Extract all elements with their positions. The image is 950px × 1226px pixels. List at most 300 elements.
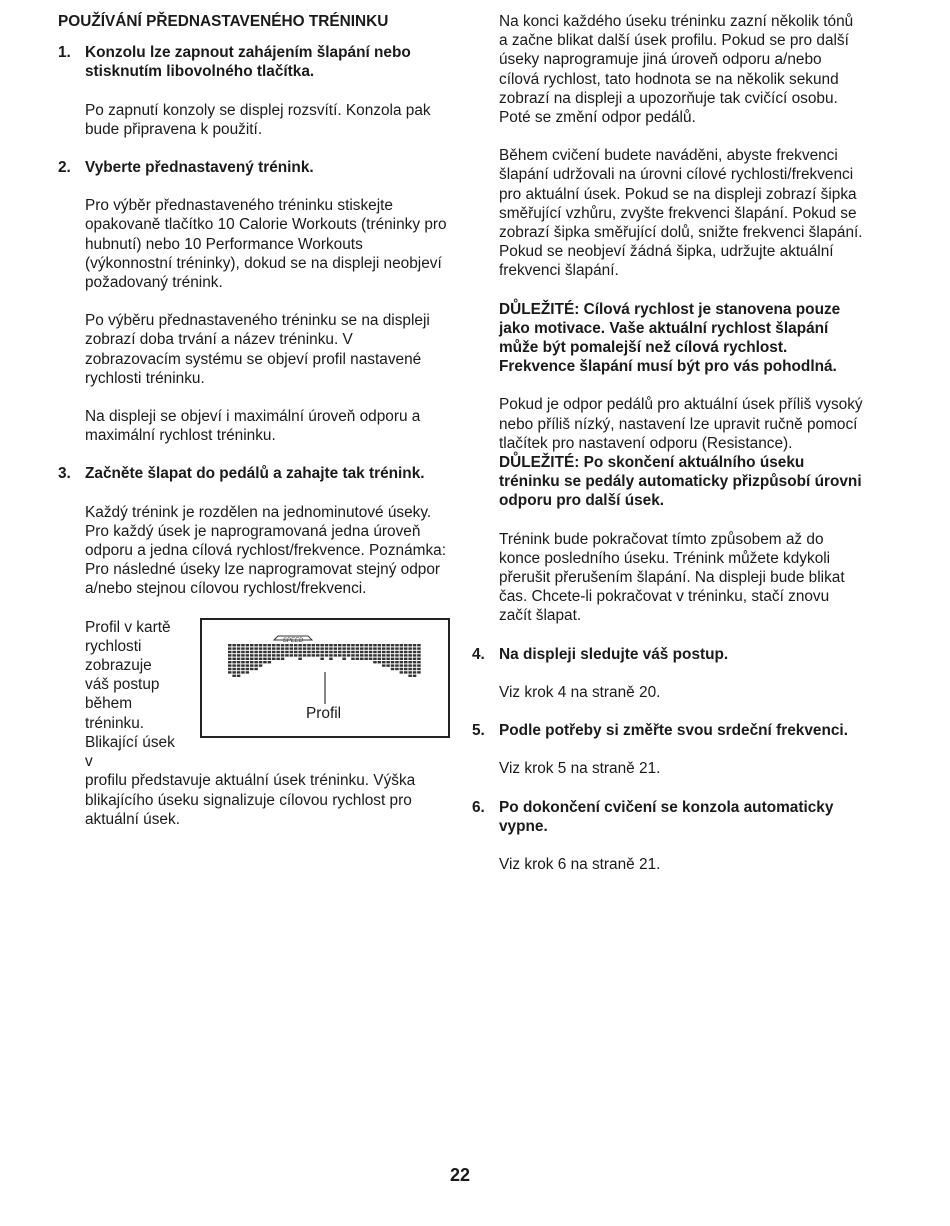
profile-segment: [263, 644, 267, 646]
profile-segment: [232, 650, 236, 652]
profile-segment: [364, 650, 368, 652]
important-note-1: DŮLEŽITÉ: Cílová rychlost je stanovena pouze jako motivace. Vaše aktuální rychlost šlapání může být pomalejší než cílová rychlost. Frekvence šlapání musí být pro vás pohodlná.: [499, 300, 841, 376]
profile-segment: [417, 664, 421, 666]
profile-segment: [386, 647, 390, 649]
profile-segment: [254, 661, 258, 663]
profile-segment: [400, 654, 404, 656]
profile-segment: [369, 654, 373, 656]
profile-segment: [237, 644, 241, 646]
profile-segment: [232, 674, 236, 676]
profile-segment: [408, 650, 412, 652]
profile-segment: [408, 671, 412, 673]
profile-segment: [237, 654, 241, 656]
profile-segment: [400, 657, 404, 659]
profile-segment: [386, 661, 390, 663]
profile-segment: [254, 644, 258, 646]
profile-segment: [259, 644, 263, 646]
speed-profile-figure-block: [85, 618, 450, 829]
profile-segment: [382, 654, 386, 656]
profile-segment: [232, 647, 236, 649]
profile-segment: [294, 644, 298, 646]
profile-segment: [404, 657, 408, 659]
profile-segment: [276, 657, 280, 659]
profile-segment: [413, 667, 417, 669]
profile-segment: [342, 657, 346, 659]
step-title: Začněte šlapat do pedálů a zahajte tak trénink.: [85, 465, 425, 483]
profile-segment: [290, 654, 294, 656]
profile-segment: [404, 667, 408, 669]
profile-segment: [400, 647, 404, 649]
profile-segment: [272, 647, 276, 649]
profile-segment: [298, 654, 302, 656]
profile-segment: [312, 644, 316, 646]
profile-segment: [417, 657, 421, 659]
step-number: 2.: [58, 159, 71, 177]
profile-segment: [237, 661, 241, 663]
profile-segment: [281, 647, 285, 649]
profile-segment: [228, 661, 232, 663]
speed-profile-figure: [200, 618, 450, 738]
step-6: [472, 798, 864, 836]
profile-segment: [237, 647, 241, 649]
profile-segment: [413, 657, 417, 659]
profile-segment: [417, 654, 421, 656]
profile-segment: [386, 664, 390, 666]
page-number: 22: [449, 1165, 471, 1185]
profile-segment: [382, 657, 386, 659]
profile-segment: [373, 654, 377, 656]
profile-segment: [386, 657, 390, 659]
step-number: 6.: [472, 798, 485, 816]
profile-segment: [329, 647, 333, 649]
profile-segment: [408, 644, 412, 646]
profile-segment: [408, 664, 412, 666]
profile-segment: [316, 654, 320, 656]
profile-segment: [228, 667, 232, 669]
profile-segment: [391, 650, 395, 652]
profile-segment: [347, 647, 351, 649]
profile-segment: [395, 654, 399, 656]
profile-segment: [246, 650, 250, 652]
profile-segment: [417, 650, 421, 652]
profile-segment: [232, 657, 236, 659]
profile-segment: [408, 674, 412, 676]
profile-segment: [369, 644, 373, 646]
step-title: Konzolu lze zapnout zahájením šlapání nebo stisknutím libovolného tlačítka.: [85, 44, 411, 81]
profile-segment: [290, 644, 294, 646]
profile-segment: [232, 654, 236, 656]
profile-segment: [373, 647, 377, 649]
profile-segment: [246, 657, 250, 659]
profile-segment: [356, 644, 360, 646]
step-title: Po dokončení cvičení se konzola automaticky vypne.: [499, 798, 834, 835]
profile-segment: [329, 650, 333, 652]
step-title: Vyberte přednastavený trénink.: [85, 159, 314, 177]
profile-segment: [356, 647, 360, 649]
profile-segment: [259, 647, 263, 649]
profile-segment: [400, 661, 404, 663]
profile-segment: [237, 650, 241, 652]
profile-segment: [268, 661, 272, 663]
profile-segment: [228, 650, 232, 652]
profile-segment: [250, 647, 254, 649]
profile-segment: [364, 657, 368, 659]
profile-segment: [285, 650, 289, 652]
profile-segment: [276, 650, 280, 652]
profile-segment: [254, 667, 258, 669]
right-column: [472, 12, 864, 893]
resistance-text: Pokud je odpor pedálů pro aktuální úsek příliš vysoký nebo příliš nízký, nastavení lze upravit ručně pomocí tlačítek pro nastavení odporu (Resistance).: [499, 396, 863, 452]
profile-segment: [360, 657, 364, 659]
step-2-text-2: Po výběru přednastaveného tréninku se na displeji zobrazí doba trvání a název tréninku. V zobrazovacím systému se objeví profil nastavené rychlosti tréninku.: [85, 312, 430, 387]
profile-segment: [294, 654, 298, 656]
profile-segment: [228, 671, 232, 673]
profile-segment: [356, 650, 360, 652]
profile-segment: [382, 650, 386, 652]
profile-segment: [268, 650, 272, 652]
step-title: Podle potřeby si změřte svou srdeční frekvenci.: [499, 722, 848, 740]
profile-segment: [241, 667, 245, 669]
profile-segment: [391, 647, 395, 649]
profile-segment: [259, 654, 263, 656]
important-note-2: DŮLEŽITÉ: Po skončení aktuálního úseku tréninku se pedály automaticky přizpůsobí úrovni odporu pro další úsek.: [499, 454, 862, 510]
profile-segment: [303, 654, 307, 656]
profile-segment: [408, 661, 412, 663]
profile-segment: [312, 647, 316, 649]
profile-segment: [268, 647, 272, 649]
profile-segment: [259, 657, 263, 659]
profile-segment: [338, 644, 342, 646]
profile-segment: [360, 647, 364, 649]
profile-segment: [360, 654, 364, 656]
profile-segment: [246, 654, 250, 656]
profile-segment: [347, 644, 351, 646]
profile-segment: [369, 657, 373, 659]
profile-segment: [316, 647, 320, 649]
step-3: [58, 464, 450, 483]
profile-segment: [413, 644, 417, 646]
profile-label: Profil: [306, 704, 342, 722]
profile-segment: [259, 650, 263, 652]
profile-segment: [386, 654, 390, 656]
profile-segment: [246, 664, 250, 666]
profile-segment: [237, 657, 241, 659]
profile-segment: [303, 644, 307, 646]
step-4-text: Viz krok 4 na straně 20.: [499, 683, 661, 701]
profile-segment: [290, 647, 294, 649]
profile-segment: [395, 644, 399, 646]
profile-segment: [382, 661, 386, 663]
profile-segment: [391, 657, 395, 659]
profile-segment: [254, 664, 258, 666]
profile-segment: [237, 664, 241, 666]
profile-segment: [232, 667, 236, 669]
profile-segment: [320, 654, 324, 656]
profile-segment: [272, 644, 276, 646]
profile-segment: [241, 644, 245, 646]
profile-segment: [404, 647, 408, 649]
profile-segment: [241, 671, 245, 673]
profile-segment: [303, 647, 307, 649]
profile-segment: [342, 647, 346, 649]
profile-segment: [272, 657, 276, 659]
step-6-text: Viz krok 6 na straně 21.: [499, 855, 661, 873]
step-number: 3.: [58, 465, 71, 483]
profile-segment: [241, 657, 245, 659]
profile-segment: [347, 654, 351, 656]
profile-segment: [395, 647, 399, 649]
profile-segment: [413, 661, 417, 663]
profile-segment: [250, 654, 254, 656]
profile-segment: [408, 654, 412, 656]
profile-segment: [351, 657, 355, 659]
profile-segment: [408, 657, 412, 659]
profile-segment: [408, 647, 412, 649]
profile-segment: [413, 674, 417, 676]
profile-segment: [356, 657, 360, 659]
profile-segment: [404, 654, 408, 656]
profile-segment: [325, 644, 329, 646]
profile-segment: [303, 650, 307, 652]
profile-segment: [378, 654, 382, 656]
profile-segment: [404, 650, 408, 652]
profile-segment: [320, 644, 324, 646]
profile-segment: [254, 650, 258, 652]
profile-segment: [320, 657, 324, 659]
profile-segment: [237, 667, 241, 669]
profile-segment: [329, 657, 333, 659]
profile-segment: [250, 657, 254, 659]
profile-segment: [413, 654, 417, 656]
profile-segment: [351, 654, 355, 656]
profile-segment: [232, 644, 236, 646]
profile-segment: [307, 650, 311, 652]
profile-segment: [373, 661, 377, 663]
speed-badge: SPEED: [282, 637, 304, 644]
profile-segment: [378, 650, 382, 652]
profile-segment: [228, 647, 232, 649]
profile-segment: [263, 661, 267, 663]
profile-segment: [400, 644, 404, 646]
profile-segment: [246, 661, 250, 663]
profile-segment: [417, 667, 421, 669]
profile-segment: [400, 650, 404, 652]
profile-segment: [382, 664, 386, 666]
profile-segment: [272, 654, 276, 656]
profile-segment: [320, 650, 324, 652]
right-text-2: Během cvičení budete naváděni, abyste frekvenci šlapání udržovali na úrovni cílové rychlosti/frekvenci pro aktuální úsek. Pokud se na displeji zobrazí šipka směřující vzhůru, zvyšte frekvenci šlapání. Pokud se zobrazí šipka směřující dolů, snižte frekvenci šlapání. Pokud se neobjeví žádná šipka, udržujte aktuální frekvenci šlapání.: [499, 147, 863, 280]
profile-segment: [285, 644, 289, 646]
profile-segment: [228, 654, 232, 656]
profile-segment: [268, 657, 272, 659]
profile-segment: [395, 650, 399, 652]
profile-segment: [391, 667, 395, 669]
profile-segment: [228, 664, 232, 666]
profile-segment: [351, 647, 355, 649]
profile-segment: [342, 650, 346, 652]
profile-segment: [228, 644, 232, 646]
profile-segment: [276, 654, 280, 656]
profile-segment: [378, 661, 382, 663]
profile-segment: [369, 647, 373, 649]
profile-segment: [246, 644, 250, 646]
profile-segment: [404, 661, 408, 663]
profile-segment: [281, 650, 285, 652]
right-text-4: [499, 395, 864, 510]
step-2-text-1: Pro výběr přednastaveného tréninku stiskejte opakovaně tlačítko 10 Calorie Workouts (tréninky pro hubnutí) nebo 10 Performance Workouts (výkonnostní tréninky), dokud se na displeji neobjeví požadovaný trénink.: [85, 197, 447, 292]
step-3-text-1: Každý trénink je rozdělen na jednominutové úseky. Pro každý úsek je naprogramovaná jedna úroveň odporu a jedna cílová rychlost/frekvence. Poznámka: Pro následné úseky lze naprogramovat stejný odpor a/nebo stejnou cílovou rychlost/frekvenci.: [85, 503, 447, 598]
profile-segment: [391, 644, 395, 646]
step-1-text: Po zapnutí konzoly se displej rozsvítí. Konzola pak bude připravena k použití.: [85, 101, 431, 138]
profile-segment: [316, 650, 320, 652]
profile-segment: [241, 650, 245, 652]
step-number: 4.: [472, 645, 485, 663]
profile-segment: [395, 664, 399, 666]
profile-segment: [395, 667, 399, 669]
profile-segment: [250, 667, 254, 669]
profile-segment: [378, 657, 382, 659]
profile-segment: [417, 671, 421, 673]
profile-segment: [400, 667, 404, 669]
profile-segment: [417, 661, 421, 663]
step-number: 1.: [58, 44, 71, 62]
profile-segment: [316, 644, 320, 646]
profile-segment: [285, 654, 289, 656]
profile-segment: [246, 671, 250, 673]
profile-segment: [364, 647, 368, 649]
profile-segment: [386, 644, 390, 646]
profile-segment: [272, 650, 276, 652]
profile-segment: [307, 644, 311, 646]
profile-segment: [395, 657, 399, 659]
profile-segment: [386, 650, 390, 652]
profile-segment: [334, 647, 338, 649]
profile-segment: [338, 654, 342, 656]
profile-segment: [298, 657, 302, 659]
step-2: [58, 158, 450, 177]
profile-segment: [413, 647, 417, 649]
profile-segment: [391, 661, 395, 663]
profile-segment: [382, 644, 386, 646]
profile-segment: [404, 664, 408, 666]
profile-segment: [281, 644, 285, 646]
profile-segment: [404, 644, 408, 646]
profile-segment: [360, 644, 364, 646]
profile-segment: [250, 644, 254, 646]
profile-segment: [312, 650, 316, 652]
profile-segment: [241, 654, 245, 656]
section-heading: POUŽÍVÁNÍ PŘEDNASTAVENÉHO TRÉNINKU: [58, 13, 389, 30]
profile-segment: [268, 654, 272, 656]
profile-segment: [241, 661, 245, 663]
profile-segment: [334, 650, 338, 652]
profile-segment: [334, 644, 338, 646]
profile-segment: [356, 654, 360, 656]
profile-segment: [254, 657, 258, 659]
profile-segment: [281, 657, 285, 659]
step-5-text: Viz krok 5 na straně 21.: [499, 760, 661, 778]
profile-segment: [373, 657, 377, 659]
profile-segment: [408, 667, 412, 669]
profile-segment: [263, 650, 267, 652]
profile-segment: [347, 650, 351, 652]
profile-segment: [329, 644, 333, 646]
profile-segment: [228, 657, 232, 659]
profile-segment: [263, 647, 267, 649]
profile-segment: [373, 650, 377, 652]
profile-segment: [285, 647, 289, 649]
right-text-1: Na konci každého úseku tréninku zazní několik tónů a začne blikat další úsek profilu. Pokud se pro další úseky naprogramuje jiná úroveň odporu a/nebo cílová rychlost, tato hodnota se na několik sekund zobrazí na displeji a upozorňuje tak cvičící osobu. Poté se změní odpor pedálů.: [499, 13, 854, 127]
step-4: [472, 645, 864, 664]
profile-segment: [298, 644, 302, 646]
profile-segment: [338, 650, 342, 652]
profile-segment: [290, 650, 294, 652]
profile-segment: [338, 647, 342, 649]
profile-segment: [259, 664, 263, 666]
profile-segment: [250, 661, 254, 663]
profile-segment: [263, 654, 267, 656]
profile-segment: [250, 650, 254, 652]
profile-segment: [364, 654, 368, 656]
profile-segment: [237, 674, 241, 676]
profile-segment: [246, 667, 250, 669]
profile-segment: [413, 664, 417, 666]
profile-segment: [413, 671, 417, 673]
left-column: [58, 12, 450, 829]
step-2-text-3: Na displeji se objeví i maximální úroveň odporu a maximální rychlost tréninku.: [85, 408, 421, 445]
step-number: 5.: [472, 722, 485, 740]
profile-segment: [395, 661, 399, 663]
profile-segment: [232, 661, 236, 663]
profile-segment: [334, 654, 338, 656]
profile-segment: [400, 664, 404, 666]
profile-segment: [276, 644, 280, 646]
profile-segment: [281, 654, 285, 656]
profile-segment: [263, 657, 267, 659]
profile-segment: [373, 644, 377, 646]
profile-segment: [232, 671, 236, 673]
step-5: [472, 721, 864, 740]
right-text-5: Trénink bude pokračovat tímto způsobem až do konce posledního úseku. Trénink můžete kdykoli přerušit přerušením šlapání. Na displeji bude blikat čas. Chcete-li pokračovat v tréninku, stačí znovu začít šlapat.: [499, 530, 845, 625]
profile-segment: [378, 644, 382, 646]
profile-segment: [250, 664, 254, 666]
profile-segment: [294, 650, 298, 652]
profile-segment: [329, 654, 333, 656]
step-title: Na displeji sledujte váš postup.: [499, 645, 729, 663]
step-1: [58, 43, 450, 81]
profile-segment: [382, 647, 386, 649]
profile-segment: [259, 661, 263, 663]
profile-segment: [294, 647, 298, 649]
profile-segment: [298, 647, 302, 649]
profile-segment: [391, 654, 395, 656]
profile-segment: [276, 647, 280, 649]
profile-segment: [413, 650, 417, 652]
profile-segment: [417, 647, 421, 649]
profile-segment: [360, 650, 364, 652]
profile-segment: [391, 664, 395, 666]
profile-segment: [312, 654, 316, 656]
profile-segment: [268, 644, 272, 646]
profile-segment: [364, 644, 368, 646]
profile-segment: [254, 647, 258, 649]
profile-segment: [325, 654, 329, 656]
profile-segment: [325, 650, 329, 652]
profile-segment: [417, 644, 421, 646]
profile-segment: [351, 650, 355, 652]
profile-segment: [342, 654, 346, 656]
profile-segment: [307, 647, 311, 649]
